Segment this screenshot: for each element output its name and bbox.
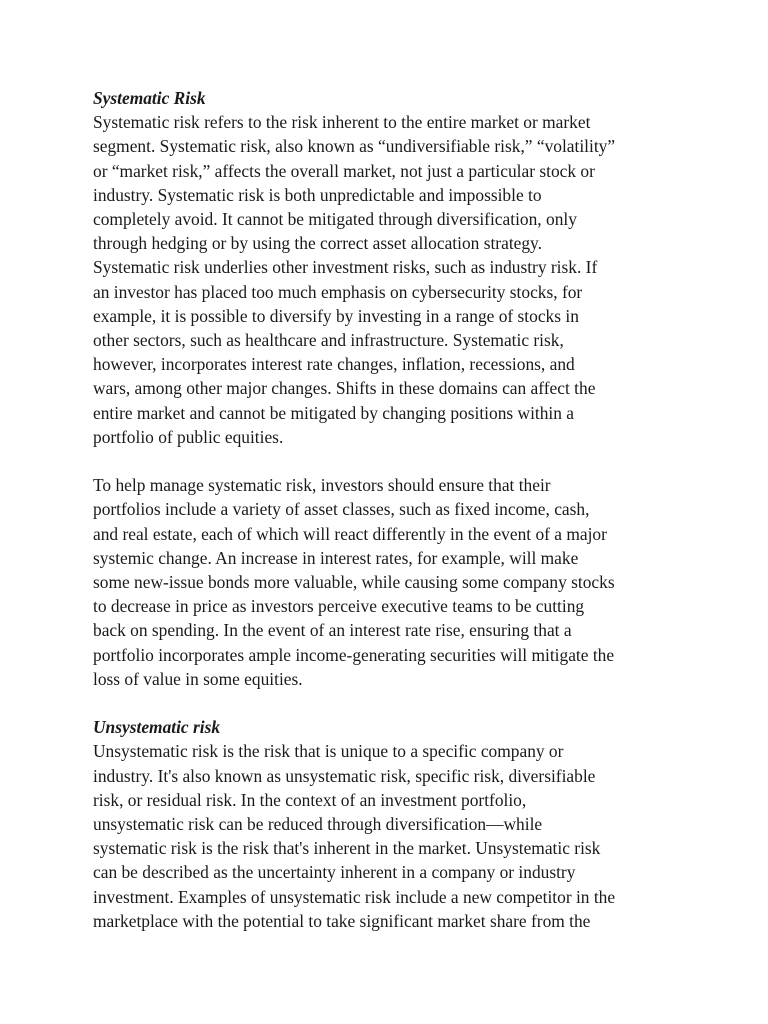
text-line: systemic change. An increase in interest rates, for example, will make (93, 547, 579, 568)
text-line: Unsystematic risk is the risk that is unique to a specific company or (93, 741, 564, 762)
text-line: or “market risk,” affects the overall market, not just a particular stock or (93, 160, 595, 181)
text-line: to decrease in price as investors perceive executive teams to be cutting (93, 596, 585, 617)
text-line: portfolio of public equities. (93, 426, 284, 447)
text-line: investment. Examples of unsystematic risk include a new competitor in the (93, 886, 616, 907)
text-line: systematic risk is the risk that's inherent in the market. Unsystematic risk (93, 838, 601, 859)
paragraph-spacer (93, 449, 683, 473)
section-heading: Systematic Risk (93, 88, 206, 108)
text-line: entire market and cannot be mitigated by changing positions within a (93, 402, 575, 423)
text-line: some new-issue bonds more valuable, while causing some company stocks (93, 572, 615, 593)
text-line: Systematic risk refers to the risk inherent to the entire market or market (93, 112, 591, 133)
text-line: and real estate, each of which will react differently in the event of a major (93, 523, 607, 544)
text-line: portfolios include a variety of asset classes, such as fixed income, cash, (93, 499, 590, 520)
section-heading: Unsystematic risk (93, 717, 221, 738)
text-line: risk, or residual risk. In the context of an investment portfolio, (93, 789, 527, 810)
text-line: completely avoid. It cannot be mitigated through diversification, only (93, 209, 577, 230)
section-unsystematic-risk (93, 715, 683, 933)
text-line: can be described as the uncertainty inherent in a company or industry (93, 862, 576, 883)
text-line: industry. Systematic risk is both unpredictable and impossible to (93, 184, 542, 205)
text-line: back on spending. In the event of an interest rate rise, ensuring that a (93, 620, 572, 641)
text-line: Systematic risk underlies other investment risks, such as industry risk. If (93, 257, 598, 278)
text-line: through hedging or by using the correct asset allocation strategy. (93, 233, 542, 254)
paragraph (93, 110, 683, 449)
text-line: industry. It's also known as unsystematic risk, specific risk, diversifiable (93, 765, 596, 786)
text-line: marketplace with the potential to take significant market share from the (93, 910, 591, 931)
text-line: unsystematic risk can be reduced through diversification—while (93, 814, 543, 835)
text-line: To help manage systematic risk, investors should ensure that their (93, 475, 551, 496)
text-line: however, incorporates interest rate changes, inflation, recessions, and (93, 354, 575, 375)
text-line: an investor has placed too much emphasis on cybersecurity stocks, for (93, 281, 583, 302)
document-page (93, 86, 683, 933)
text-line: portfolio incorporates ample income-generating securities will mitigate the (93, 644, 615, 665)
text-line: example, it is possible to diversify by investing in a range of stocks in (93, 305, 579, 326)
paragraph (93, 739, 683, 933)
paragraph (93, 473, 683, 691)
section-systematic-risk (93, 86, 683, 691)
text-line: wars, among other major changes. Shifts in these domains can affect the (93, 378, 596, 399)
text-line: segment. Systematic risk, also known as “undiversifiable risk,” “volatility” (93, 136, 616, 157)
text-line: other sectors, such as healthcare and infrastructure. Systematic risk, (93, 330, 564, 351)
text-line: loss of value in some equities. (93, 668, 303, 689)
section-spacer (93, 691, 683, 715)
